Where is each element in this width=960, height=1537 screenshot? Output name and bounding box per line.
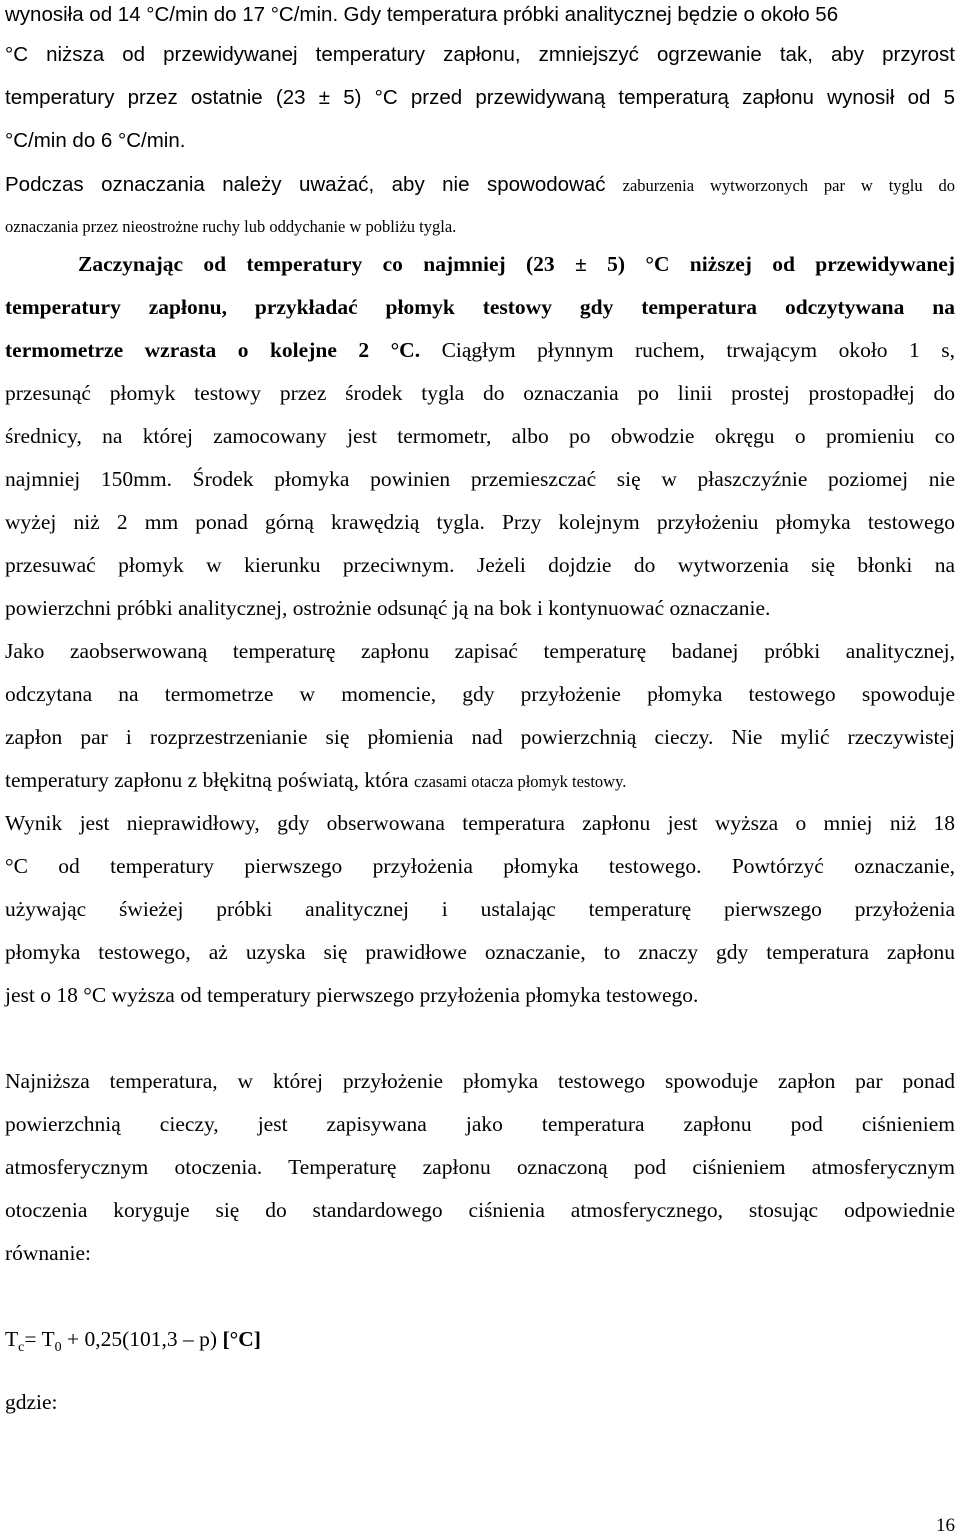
text-line: odczytana na termometrze w momencie, gdy przyłożenie płomyka testowego spowoduje bbox=[5, 682, 955, 706]
text-run: Ciągłym płynnym ruchem, trwającym około 1 s, bbox=[441, 338, 955, 362]
text-line: przesunąć płomyk testowy przez środek tygla do oznaczania po linii prostej prostopadłej do bbox=[5, 381, 955, 405]
text-line: powierzchnią cieczy, jest zapisywana jako temperatura zapłonu pod ciśnieniem bbox=[5, 1112, 955, 1136]
text-line: powierzchni próbki analitycznej, ostrożnie odsunąć ją na bok i kontynuować oznaczanie. bbox=[5, 596, 771, 620]
text-run: czasami otacza płomyk testowy. bbox=[413, 772, 627, 791]
text-line: równanie: bbox=[5, 1241, 91, 1265]
page-number: 16 bbox=[936, 1515, 955, 1536]
formula-rest: + 0,25(101,3 – p) bbox=[61, 1327, 223, 1351]
text-run: wynosiła od 14 °C/min do 17 °C/min. bbox=[5, 3, 339, 26]
formula-equals: = bbox=[24, 1327, 37, 1351]
text-line: °C od temperatury pierwszego przyłożenia płomyka testowego. Powtórzyć oznaczanie, bbox=[5, 854, 955, 878]
gdzie-label: gdzie: bbox=[5, 1390, 58, 1414]
text-line bbox=[5, 766, 955, 796]
text-line: temperatury zapłonu, przykładać płomyk testowy gdy temperatura odczytywana na bbox=[5, 295, 955, 319]
text-line: wyżej niż 2 mm ponad górną krawędzią tygla. Przy kolejnym przyłożeniu płomyka testowego bbox=[5, 510, 955, 534]
text-run: temperatury zapłonu z błękitną poświatą, która bbox=[5, 768, 409, 792]
formula-tc-subscript: c bbox=[18, 1340, 25, 1355]
text-run: Podczas oznaczania należy uważać, aby nie spowodować bbox=[5, 173, 606, 196]
text-line: jest o 18 °C wyższa od temperatury pierwszego przyłożenia płomyka testowego. bbox=[5, 983, 699, 1007]
text-line: °C niższa od przewidywanej temperatury zapłonu, zmniejszyć ogrzewanie tak, aby przyrost bbox=[5, 43, 955, 66]
text-line bbox=[5, 0, 955, 29]
text-line: Jako zaobserwowaną temperaturę zapłonu zapisać temperaturę badanej próbki analitycznej, bbox=[5, 639, 955, 663]
text-line bbox=[5, 170, 955, 200]
text-line: Najniższa temperatura, w której przyłożenie płomyka testowego spowoduje zapłon par ponad bbox=[5, 1069, 955, 1093]
text-line: najmniej 150mm. Środek płomyka powinien przemieszczać się w płaszczyźnie poziomej nie bbox=[5, 467, 955, 491]
text-line: przesuwać płomyk w kierunku przeciwnym. Jeżeli dojdzie do wytworzenia się błonki na bbox=[5, 553, 955, 577]
text-line: oznaczania przez nieostrożne ruchy lub oddychanie w pobliżu tygla. bbox=[5, 217, 457, 236]
text-line: Zaczynając od temperatury co najmniej (23 ± 5) °C niższej od przewidywanej bbox=[78, 252, 955, 276]
text-line: temperatury przez ostatnie (23 ± 5) °C przed przewidywaną temperaturą zapłonu wynosił od 5 bbox=[5, 86, 955, 109]
text-line: zapłon par i rozprzestrzenianie się płomienia nad powierzchnią cieczy. Nie mylić rzeczywistej bbox=[5, 725, 955, 749]
formula-tc: T bbox=[5, 1327, 19, 1351]
text-run: zaburzenia wytworzonych par w tyglu do bbox=[622, 176, 955, 195]
text-line: otoczenia koryguje się do standardowego ciśnienia atmosferycznego, stosując odpowiednie bbox=[5, 1198, 955, 1222]
text-line bbox=[5, 336, 955, 364]
text-line: używając świeżej próbki analitycznej i ustalając temperaturę pierwszego przyłożenia bbox=[5, 897, 955, 921]
formula bbox=[5, 1325, 955, 1362]
text-run: termometrze wzrasta o kolejne 2 °C. bbox=[5, 338, 421, 362]
text-run: Gdy temperatura próbki analitycznej będzie o około 56 bbox=[343, 3, 839, 26]
formula-t0-subscript: 0 bbox=[54, 1340, 62, 1355]
text-line: płomyka testowego, aż uzyska się prawidłowe oznaczanie, to znaczy gdy temperatura zapłonu bbox=[5, 940, 955, 964]
text-line: Wynik jest nieprawidłowy, gdy obserwowana temperatura zapłonu jest wyższa o mniej niż 18 bbox=[5, 811, 955, 835]
text-line: °C/min do 6 °C/min. bbox=[5, 129, 186, 152]
formula-t0: T bbox=[41, 1327, 55, 1351]
text-line: średnicy, na której zamocowany jest termometr, albo po obwodzie okręgu o promieniu co bbox=[5, 424, 955, 448]
text-line: atmosferycznym otoczenia. Temperaturę zapłonu oznaczoną pod ciśnieniem atmosferycznym bbox=[5, 1155, 955, 1179]
formula-unit: [°C] bbox=[222, 1327, 261, 1351]
